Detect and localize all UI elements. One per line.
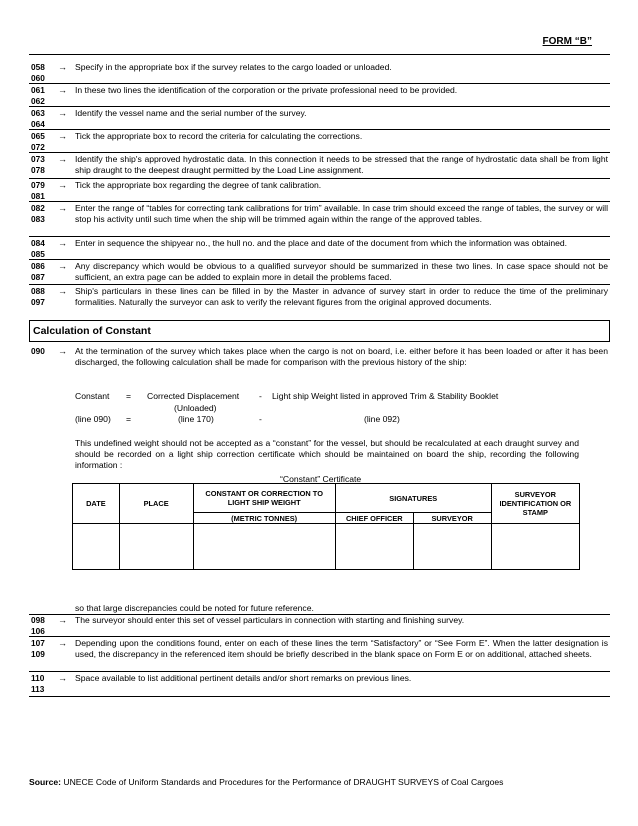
form-label: FORM “B” (542, 36, 592, 47)
so-that-text: so that large discrepancies could be noted for future reference. (75, 603, 314, 613)
instruction-text: The surveyor should enter this set of vessel particulars in connection with starting and finishing survey. (75, 615, 465, 625)
certificate-table (72, 483, 580, 570)
line-numbers: 079 081 (31, 180, 45, 201)
col-surveyor: SURVEYOR (413, 513, 491, 524)
instruction-text: Tick the appropriate box to record the criteria for calculating the corrections. (75, 131, 363, 141)
instruction-text: Ship's particulars in these lines can be filled in by the Master in advance of survey start in order to reduce the time of the preliminary formalities. Naturally the surveyor can ask to verify the relevant figures from the original approved documents. (75, 286, 608, 307)
arrow-icon: → (58, 62, 67, 72)
col-constant: CONSTANT OR CORRECTION TO LIGHT SHIP WEIGHT (193, 484, 335, 513)
line-numbers: 082 083 (31, 203, 45, 224)
line-numbers: 098 106 (31, 615, 45, 636)
line-numbers: 090 (31, 346, 45, 356)
calc-line090: (line 090) (75, 414, 111, 424)
divider (29, 129, 610, 130)
col-date: DATE (73, 484, 120, 524)
divider (29, 696, 610, 697)
instruction-text: Space available to list additional pertinent details and/or short remarks on previous lines. (75, 673, 412, 683)
arrow-icon: → (58, 673, 67, 683)
arrow-icon: → (58, 131, 67, 141)
arrow-icon: → (58, 180, 67, 190)
instruction-text: Any discrepancy which would be obvious to a qualified surveyor should be summarized in these two lines. In case space should not be sufficient, an extra page can be added to explain more in detail the problems faced. (75, 261, 608, 282)
cell-empty (73, 524, 120, 570)
line-numbers: 073 078 (31, 154, 45, 175)
source-label: Source: (29, 777, 61, 787)
cell-empty (491, 524, 579, 570)
instruction-text: Tick the appropriate box regarding the degree of tank calibration. (75, 180, 322, 190)
instruction-text: Enter the range of “tables for correcting tank calibrations for trim” available. In case trim should exceed the range of tables, the survey or will stop his activity until such time when the ship will be trimmed again within the range of the approved tables. (75, 203, 608, 224)
line-numbers: 086 087 (31, 261, 45, 282)
arrow-icon: → (58, 108, 67, 118)
section-title: Calculation of Constant (33, 325, 151, 337)
cell-empty (335, 524, 413, 570)
line-numbers: 088 097 (31, 286, 45, 307)
divider (29, 284, 610, 285)
divider (29, 259, 610, 260)
instruction-text: Specify in the appropriate box if the survey relates to the cargo loaded or unloaded. (75, 62, 392, 72)
calc-equals: = (126, 391, 132, 401)
arrow-icon: → (58, 286, 67, 296)
line-numbers: 063 064 (31, 108, 45, 129)
line-numbers: 058 060 (31, 62, 45, 83)
arrow-icon: → (58, 261, 67, 271)
source-note (29, 777, 503, 787)
calc-minus: - (259, 391, 262, 401)
undefined-weight-text: This undefined weight should not be accepted as a “constant” for the vessel, but should be recalculated at each draught survey and should be recorded on a light ship correction certificate which should be maintained on board the ship, recording the following information : (75, 438, 579, 470)
line-numbers: 061 062 (31, 85, 45, 106)
instruction-text: Identify the ship's approved hydrostatic data. In this connection it needs to be stressed that the range of hydrostatic data shall be from light ship draught to the deepest draught permitted by the Load Line assignment. (75, 154, 608, 175)
line-numbers: 084 085 (31, 238, 45, 259)
calc-constant: Constant (75, 391, 110, 401)
calc-corrected: Corrected Displacement (147, 391, 240, 401)
arrow-icon: → (58, 154, 67, 164)
col-place: PLACE (119, 484, 193, 524)
calc-equals: = (126, 414, 132, 424)
calc-minus: - (259, 414, 262, 424)
source-text: UNECE Code of Uniform Standards and Procedures for the Performance of DRAUGHT SURVEYS of Coal Cargoes (61, 777, 504, 787)
divider (29, 83, 610, 84)
line-numbers: 107 109 (31, 638, 45, 659)
divider (29, 152, 610, 153)
calc-line092: (line 092) (364, 414, 400, 424)
instruction-text: Depending upon the conditions found, enter on each of these lines the term “Satisfactory” or “See Form E”. When the latter designation is used, the discrepancy in the referenced item should be briefly described in the blank space on Form E or on additional, attached sheets. (75, 638, 608, 659)
cell-empty (119, 524, 193, 570)
divider (29, 636, 610, 637)
certificate-title: “Constant” Certificate (280, 474, 362, 484)
divider (29, 54, 610, 55)
divider (29, 236, 610, 237)
divider (29, 178, 610, 179)
arrow-icon: → (58, 638, 67, 648)
col-metric: (METRIC TONNES) (193, 513, 335, 524)
arrow-icon: → (58, 238, 67, 248)
calc-line170: (line 170) (178, 414, 214, 424)
instruction-text: At the termination of the survey which takes place when the cargo is not on board, i.e. either before it has been loaded or after it has been discharged, the following calculation shall be made for comparison with the previous history of the ship: (75, 346, 608, 367)
col-signatures: SIGNATURES (335, 484, 491, 513)
line-numbers: 065 072 (31, 131, 45, 152)
section-header (29, 320, 610, 342)
cell-empty (413, 524, 491, 570)
col-surveyor-id: SURVEYOR IDENTIFICATION OR STAMP (491, 484, 579, 524)
col-chief-officer: CHIEF OFFICER (335, 513, 413, 524)
divider (29, 671, 610, 672)
instruction-text: Identify the vessel name and the serial number of the survey. (75, 108, 307, 118)
divider (29, 201, 610, 202)
arrow-icon: → (58, 615, 67, 625)
arrow-icon: → (58, 203, 67, 213)
instruction-text: In these two lines the identification of the corporation or the private professional need to be provided. (75, 85, 458, 95)
cell-empty (193, 524, 335, 570)
divider (29, 106, 610, 107)
arrow-icon: → (58, 85, 67, 95)
calc-unloaded: (Unloaded) (174, 403, 217, 413)
instruction-text: Enter in sequence the shipyear no., the hull no. and the place and date of the document from which the information was obtained. (75, 238, 568, 248)
arrow-icon: → (58, 346, 67, 356)
calc-lightship: Light ship Weight listed in approved Trim & Stability Booklet (272, 391, 499, 401)
line-numbers: 110 113 (31, 673, 45, 694)
